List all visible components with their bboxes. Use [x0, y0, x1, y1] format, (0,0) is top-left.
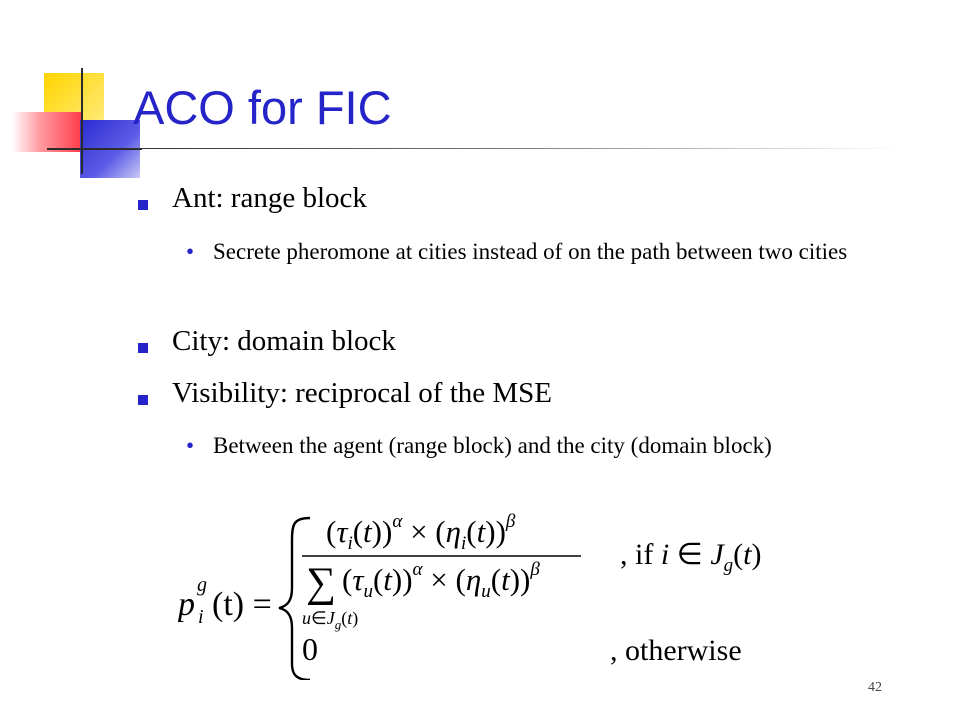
- logo-vertical-line: [81, 68, 83, 174]
- svg-text:(τi(t))α × (ηi(t))β: $(\tau_i(t))^\alpha \times (\eta_i(t))^\beta$: [326, 511, 516, 554]
- bullet-text: Ant: range block: [172, 182, 367, 214]
- square-bullet-icon: [138, 395, 148, 405]
- svg-text:u∈Jg(t): $u\in J_g(t)$: [302, 608, 359, 632]
- sub-bullet-text: Secrete pheromone at cities instead of on the path between two cities: [213, 239, 848, 264]
- square-bullet-icon: [138, 343, 148, 353]
- svg-text:0: 0: [302, 631, 318, 667]
- bullet-text: City: domain block: [172, 325, 396, 357]
- svg-text:(τu(t))α × (ηu(t))β: $(\tau_u(t))^\alpha \times (\eta_u(t))^\beta$: [342, 559, 540, 602]
- logo-red-square: [12, 112, 82, 152]
- svg-text:p: p: [178, 586, 195, 623]
- svg-text:(t) =: (t) =: [212, 586, 272, 623]
- dot-bullet-icon: •: [186, 239, 195, 264]
- bullet-text: Visibility: reciprocal of the MSE: [172, 377, 553, 409]
- probability-formula: [178, 500, 798, 680]
- page-number: 42: [868, 680, 882, 695]
- svg-text:i: i: [198, 606, 204, 628]
- sub-bullet-text: Between the agent (range block) and the city (domain block): [213, 433, 772, 458]
- svg-text:, if i ∈ Jg(t): , if i ∈ $J_g(t)$: [620, 538, 762, 576]
- square-bullet-icon: [138, 200, 148, 210]
- dot-bullet-icon: •: [186, 433, 195, 458]
- slide-title: ACO for FIC: [133, 81, 392, 134]
- title-underline: [100, 148, 900, 149]
- svg-text:∑: ∑: [306, 560, 336, 606]
- svg-text:, otherwise: , otherwise: [610, 634, 742, 667]
- svg-text:g: g: [197, 574, 207, 596]
